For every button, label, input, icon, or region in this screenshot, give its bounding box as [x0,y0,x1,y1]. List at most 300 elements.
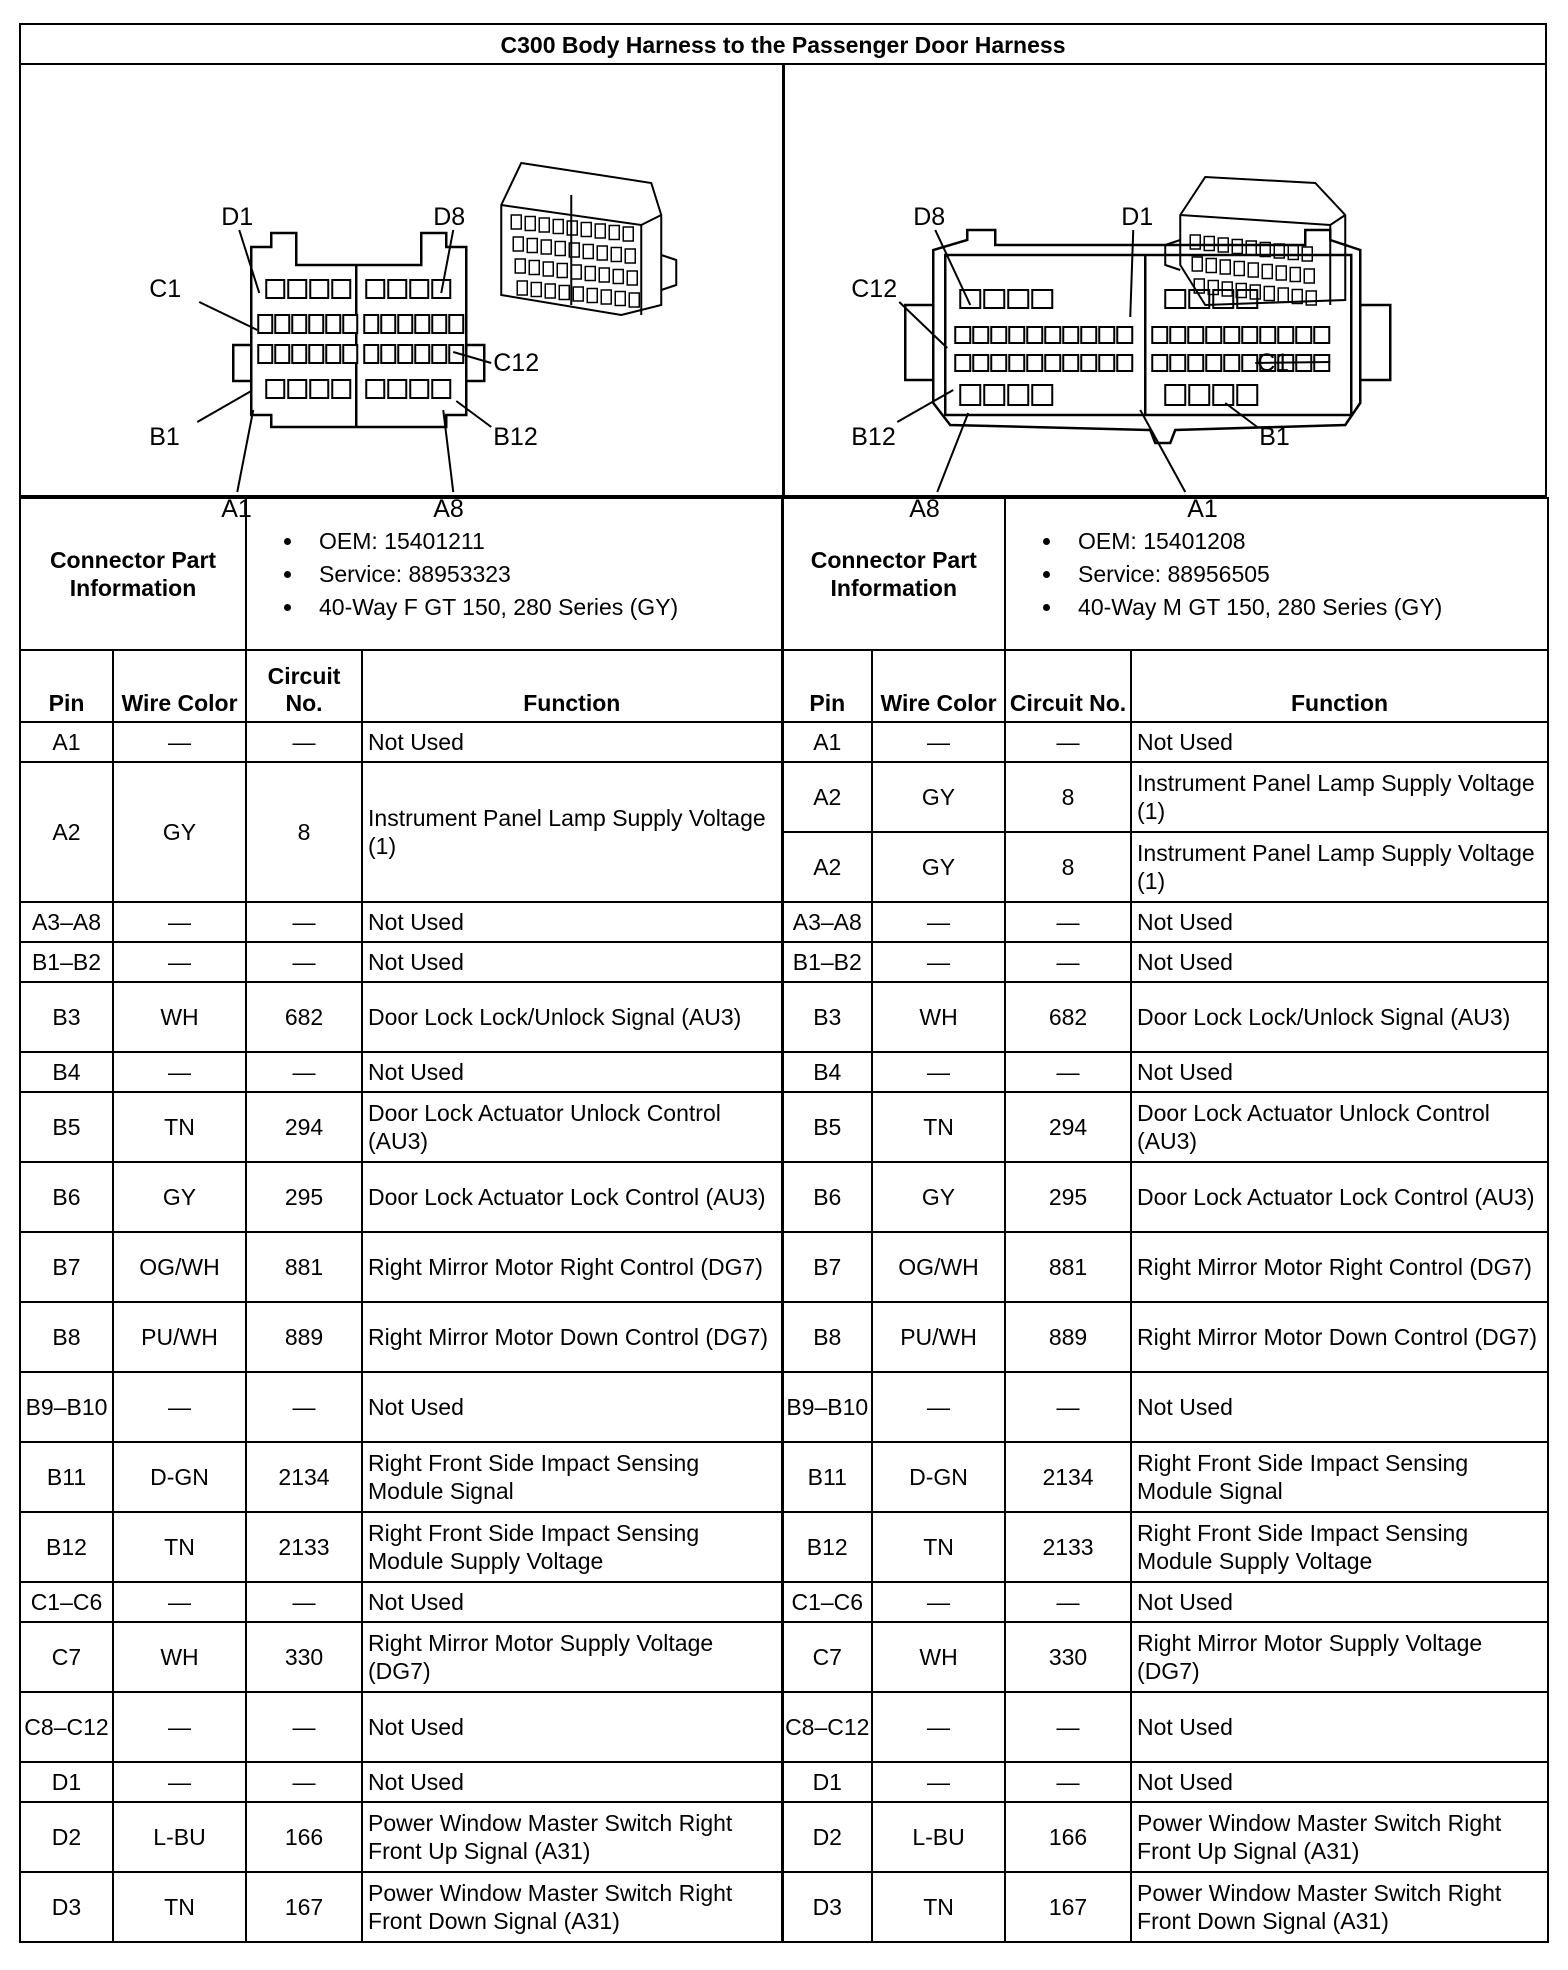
pin-cavity [960,290,980,308]
pin-cell: C8–C12 [782,1692,872,1762]
table-row [20,1052,1548,1092]
pin-cell: D2 [20,1802,113,1872]
wire-color-cell: GY [872,1162,1005,1232]
pin-cell: B1–B2 [20,942,113,982]
circuit-cell: 881 [1005,1232,1131,1302]
pin-cavity [1224,355,1239,371]
table-header-row [20,650,1548,722]
circuit-cell: 330 [246,1622,362,1692]
pin-cell: B11 [20,1442,113,1512]
pin-cell: B6 [782,1162,872,1232]
function-cell: Instrument Panel Lamp Supply Voltage (1) [362,762,782,902]
circuit-cell: 8 [1005,762,1131,832]
iso-cavity [531,283,541,297]
circuit-cell: — [1005,942,1131,982]
iso-cavity [1290,268,1300,282]
pin-cavity [1165,385,1185,405]
iso-cavity [585,267,595,281]
header-wire-color: Wire Color [113,650,246,722]
pin-cell: A3–A8 [20,902,113,942]
right-info-label: Connector Part Information [782,498,1005,650]
iso-cavity [595,224,605,238]
label-d1: D1 [221,203,254,231]
function-cell: Not Used [1131,1052,1548,1092]
iso-cavity [611,248,621,262]
connector-diagrams [19,63,1547,523]
circuit-cell: 166 [246,1802,362,1872]
pin-cell: D1 [782,1762,872,1802]
iso-cavity [513,237,523,251]
label-d1: D1 [1120,203,1153,231]
wire-color-cell: TN [113,1512,246,1582]
pin-cavity [266,380,284,398]
function-cell: Right Front Side Impact Sensing Module Signal [362,1442,782,1512]
circuit-cell: 682 [246,982,362,1052]
pin-cavity [366,280,384,298]
circuit-cell: — [1005,1692,1131,1762]
wire-color-cell: GY [872,832,1005,902]
pin-cavity [309,345,323,363]
wire-color-cell: WH [113,1622,246,1692]
iso-cavity [1278,288,1288,302]
header-circuit: Circuit No. [246,650,362,722]
pin-cavity [258,345,272,363]
pin-cavity [410,280,428,298]
pin-cavity [1296,327,1311,343]
circuit-cell: — [1005,722,1131,762]
function-cell: Not Used [362,1052,782,1092]
label-a8: A8 [908,495,940,523]
pin-cell: C1–C6 [782,1582,872,1622]
iso-cavity [555,242,565,256]
circuit-cell: 294 [246,1092,362,1162]
pin-cavity [1032,290,1052,308]
table-row [20,982,1548,1052]
pin-cell: A3–A8 [782,902,872,942]
pin-cavity [1206,355,1221,371]
pin-cavity [388,280,406,298]
function-cell: Power Window Master Switch Right Front Up Signal (A31) [362,1802,782,1872]
circuit-cell: — [1005,1582,1131,1622]
wire-color-cell: PU/WH [113,1302,246,1372]
pin-cavity [1099,355,1114,371]
iso-cavity [529,261,539,275]
pin-cavity [1165,290,1185,308]
pin-cavity [398,315,412,333]
pin-cavity [432,345,446,363]
wire-color-cell: — [113,1692,246,1762]
pin-cavity [991,327,1006,343]
iso-cavity [1262,265,1272,279]
label-a1: A1 [221,495,252,523]
pin-cavity [1027,355,1042,371]
function-cell: Not Used [1131,1582,1548,1622]
pin-cavity [1170,355,1185,371]
circuit-cell: 295 [1005,1162,1131,1232]
pin-cavity [960,385,980,405]
pin-cavity [1081,327,1096,343]
pin-cavity [1063,327,1078,343]
pin-cavity [991,355,1006,371]
iso-cavity [597,246,607,260]
wire-color-cell: WH [872,982,1005,1052]
pin-cell: A1 [782,722,872,762]
pin-cavity [432,315,446,333]
pin-cavity [258,315,272,333]
wire-color-cell: — [872,942,1005,982]
wire-color-cell: TN [872,1872,1005,1942]
function-cell: Power Window Master Switch Right Front Up Signal (A31) [1131,1802,1548,1872]
wire-color-cell: D-GN [113,1442,246,1512]
circuit-cell: 2133 [1005,1512,1131,1582]
wire-color-cell: OG/WH [872,1232,1005,1302]
circuit-cell: — [246,942,362,982]
pin-cavity [1063,355,1078,371]
circuit-cell: 330 [1005,1622,1131,1692]
circuit-cell: — [1005,1762,1131,1802]
iso-cavity [587,289,597,303]
iso-cavity [1248,263,1258,277]
pin-cell: B3 [20,982,113,1052]
pin-cell: B9–B10 [20,1372,113,1442]
table-row [20,1162,1548,1232]
table-row [20,1872,1548,1942]
pin-cell: C1–C6 [20,1582,113,1622]
iso-cavity [557,264,567,278]
pin-cavity [292,345,306,363]
iso-cavity [571,265,581,279]
function-cell: Right Front Side Impact Sensing Module Supply Voltage [1131,1512,1548,1582]
wire-color-cell: L-BU [872,1802,1005,1872]
function-cell: Door Lock Lock/Unlock Signal (AU3) [362,982,782,1052]
circuit-cell: 167 [1005,1872,1131,1942]
wire-color-cell: TN [113,1872,246,1942]
pin-cell: D1 [20,1762,113,1802]
pin-cavity [275,315,289,333]
wire-color-cell: L-BU [113,1802,246,1872]
table-row [20,1232,1548,1302]
circuit-cell: 2134 [1005,1442,1131,1512]
iso-cavity [583,245,593,259]
pin-cavity [1045,327,1060,343]
pin-cavity [1206,327,1221,343]
label-a8: A8 [433,495,464,523]
pin-cavity [449,315,463,333]
label-b1: B1 [1258,423,1290,451]
circuit-cell: — [246,722,362,762]
function-cell: Not Used [1131,942,1548,982]
wire-color-cell: — [872,722,1005,762]
iso-cavity [545,284,555,298]
table-row [20,942,1548,982]
pin-cavity [1260,327,1275,343]
pin-cavity [1188,355,1203,371]
pin-cell: D2 [782,1802,872,1872]
pin-cavity [275,345,289,363]
wire-color-cell: — [113,902,246,942]
table-row [20,1802,1548,1872]
iso-cavity [615,292,625,306]
pin-cavity [1117,327,1132,343]
pin-cell: D3 [782,1872,872,1942]
wire-color-cell: — [872,1692,1005,1762]
function-cell: Right Mirror Motor Right Control (DG7) [1131,1232,1548,1302]
pin-cell: B3 [782,982,872,1052]
circuit-cell: 8 [1005,832,1131,902]
circuit-cell: 889 [246,1302,362,1372]
function-cell: Instrument Panel Lamp Supply Voltage (1) [1131,762,1548,832]
iso-cavity [527,239,537,253]
iso-cavity [1232,240,1242,254]
pin-cavity [364,345,378,363]
pin-cell: B12 [20,1512,113,1582]
pin-cell: B7 [782,1232,872,1302]
circuit-cell: 881 [246,1232,362,1302]
function-cell: Right Front Side Impact Sensing Module Supply Voltage [362,1512,782,1582]
iso-cavity [1276,266,1286,280]
pin-cell: A2 [20,762,113,902]
header-function: Function [1131,650,1548,722]
right-connector-diagram [782,65,1546,523]
pin-cavity [1242,327,1257,343]
pin-cavity [1242,355,1257,371]
female-connector-drawing [21,65,782,523]
iso-cavity [1288,246,1298,260]
table-row [20,762,1548,832]
pin-cavity [326,315,340,333]
function-cell: Door Lock Actuator Unlock Control (AU3) [1131,1092,1548,1162]
circuit-cell: — [246,1582,362,1622]
circuit-cell: — [246,1052,362,1092]
iso-cavity [627,271,637,285]
table-row [20,1692,1548,1762]
iso-cavity [573,287,583,301]
wire-color-cell: OG/WH [113,1232,246,1302]
connector-sheet [19,23,1547,1943]
iso-cavity [1204,237,1214,251]
pin-cavity [1117,355,1132,371]
wire-color-cell: TN [872,1512,1005,1582]
pin-cavity [973,327,988,343]
function-cell: Door Lock Actuator Lock Control (AU3) [362,1162,782,1232]
iso-cavity [517,281,527,295]
male-connector-drawing [785,65,1546,523]
pin-cell: A2 [782,832,872,902]
label-d8: D8 [433,203,466,231]
pin-cell: B6 [20,1162,113,1232]
pin-cavity [1008,290,1028,308]
pin-cavity [310,280,328,298]
wire-color-cell: WH [113,982,246,1052]
pin-cavity [1224,327,1239,343]
pin-cell: B1–B2 [782,942,872,982]
iso-cavity [609,226,619,240]
wire-color-cell: TN [113,1092,246,1162]
pin-cavity [381,345,395,363]
iso-cavity [599,268,609,282]
left-info-list [246,498,782,650]
function-cell: Power Window Master Switch Right Front Down Signal (A31) [1131,1872,1548,1942]
pin-cavity [332,280,350,298]
label-d8: D8 [912,203,945,231]
function-cell: Not Used [362,1372,782,1442]
wire-color-cell: — [872,902,1005,942]
wire-color-cell: PU/WH [872,1302,1005,1372]
function-cell: Not Used [362,722,782,762]
iso-cavity [1306,291,1316,305]
right-info-list [1005,498,1548,650]
function-cell: Not Used [1131,1762,1548,1802]
iso-cavity [629,293,639,307]
left-info-label: Connector Part Information [20,498,246,650]
iso-cavity [541,240,551,254]
pin-cavity [288,380,306,398]
left-info-type: • 40-Way F GT 150, 280 Series (GY) [305,591,781,624]
wire-color-cell: D-GN [872,1442,1005,1512]
iso-cavity [1190,235,1200,249]
pin-cell: C7 [20,1622,113,1692]
iso-cavity [601,290,611,304]
pin-cell: B5 [20,1092,113,1162]
table-row [20,1512,1548,1582]
pin-cell: B11 [782,1442,872,1512]
function-cell: Not Used [1131,902,1548,942]
wire-color-cell: — [113,1372,246,1442]
function-cell: Door Lock Actuator Unlock Control (AU3) [362,1092,782,1162]
label-a1: A1 [1186,495,1218,523]
left-info-oem: • OEM: 15401211 [305,525,781,558]
iso-cavity [525,217,535,231]
label-c12: C12 [493,349,540,377]
function-cell: Right Mirror Motor Right Control (DG7) [362,1232,782,1302]
circuit-cell: — [246,1372,362,1442]
pin-cavity [955,327,970,343]
page-title: C300 Body Harness to the Passenger Door Harness [19,23,1547,63]
pin-cavity [310,380,328,398]
label-b12: B12 [850,423,896,451]
function-cell: Right Front Side Impact Sensing Module Signal [1131,1442,1548,1512]
pin-cell: C8–C12 [20,1692,113,1762]
pin-cell: B4 [20,1052,113,1092]
header-function: Function [362,650,782,722]
iso-cavity [623,227,633,241]
pin-cavity [343,345,357,363]
pin-cavity [1188,327,1203,343]
pin-cell: C7 [782,1622,872,1692]
circuit-cell: 294 [1005,1092,1131,1162]
label-c1: C1 [149,275,182,303]
iso-cavity [511,215,521,229]
wire-color-cell: GY [113,762,246,902]
pin-cavity [1008,385,1028,405]
pin-cavity [1213,385,1233,405]
pin-cavity [984,385,1004,405]
function-cell: Right Mirror Motor Down Control (DG7) [1131,1302,1548,1372]
function-cell: Power Window Master Switch Right Front Down Signal (A31) [362,1872,782,1942]
pin-cavity [332,380,350,398]
table-row [20,1762,1548,1802]
pin-cavity [1314,327,1329,343]
function-cell: Door Lock Lock/Unlock Signal (AU3) [1131,982,1548,1052]
iso-cavity [613,270,623,284]
circuit-cell: 166 [1005,1802,1131,1872]
left-connector-diagram [21,65,782,523]
wire-color-cell: TN [872,1092,1005,1162]
function-cell: Not Used [1131,1692,1548,1762]
function-cell: Not Used [362,1762,782,1802]
pin-cavity [984,290,1004,308]
pin-cell: B4 [782,1052,872,1092]
label-c1: C1 [1256,349,1289,377]
iso-cavity [515,259,525,273]
pin-cavity [955,355,970,371]
table-row [20,902,1548,942]
function-cell: Right Mirror Motor Supply Voltage (DG7) [1131,1622,1548,1692]
function-cell: Not Used [362,942,782,982]
pin-cavity [432,380,450,398]
pin-cell: A2 [782,762,872,832]
circuit-cell: 889 [1005,1302,1131,1372]
pin-cavity [1099,327,1114,343]
iso-cavity [553,220,563,234]
wire-color-cell: — [872,1052,1005,1092]
iso-cavity [625,249,635,263]
circuit-cell: — [1005,1372,1131,1442]
left-info-service: • Service: 88953323 [305,558,781,591]
pin-cavity [1278,327,1293,343]
circuit-cell: — [1005,902,1131,942]
table-row [20,1622,1548,1692]
pin-cavity [415,345,429,363]
label-c12: C12 [850,275,897,303]
pin-cavity [973,355,988,371]
pin-cavity [292,315,306,333]
pin-cavity [1045,355,1060,371]
table-row [20,1582,1548,1622]
wire-color-cell: — [113,942,246,982]
label-b1: B1 [149,423,180,451]
header-pin: Pin [20,650,113,722]
pin-cavity [1237,385,1257,405]
wire-color-cell: — [113,1582,246,1622]
iso-cavity [1192,257,1202,271]
iso-cavity [1304,269,1314,283]
function-cell: Door Lock Actuator Lock Control (AU3) [1131,1162,1548,1232]
pin-cell: B8 [782,1302,872,1372]
header-circuit: Circuit No. [1005,650,1131,722]
function-cell: Not Used [362,1582,782,1622]
table-row [20,722,1548,762]
iso-cavity [539,218,549,232]
iso-cavity [581,223,591,237]
pin-cell: B8 [20,1302,113,1372]
pin-cell: A1 [20,722,113,762]
pin-cavity [1152,355,1167,371]
pin-cavity [1081,355,1096,371]
iso-cavity [1206,259,1216,273]
wire-color-cell: — [113,722,246,762]
wire-color-cell: — [872,1762,1005,1802]
function-cell: Not Used [362,1692,782,1762]
function-cell: Not Used [1131,1372,1548,1442]
function-cell: Not Used [362,902,782,942]
pin-cavity [1152,327,1167,343]
wire-color-cell: — [872,1582,1005,1622]
right-info-service: • Service: 88956505 [1064,558,1547,591]
circuit-cell: 167 [246,1872,362,1942]
table-row [20,1302,1548,1372]
circuit-cell: 2133 [246,1512,362,1582]
